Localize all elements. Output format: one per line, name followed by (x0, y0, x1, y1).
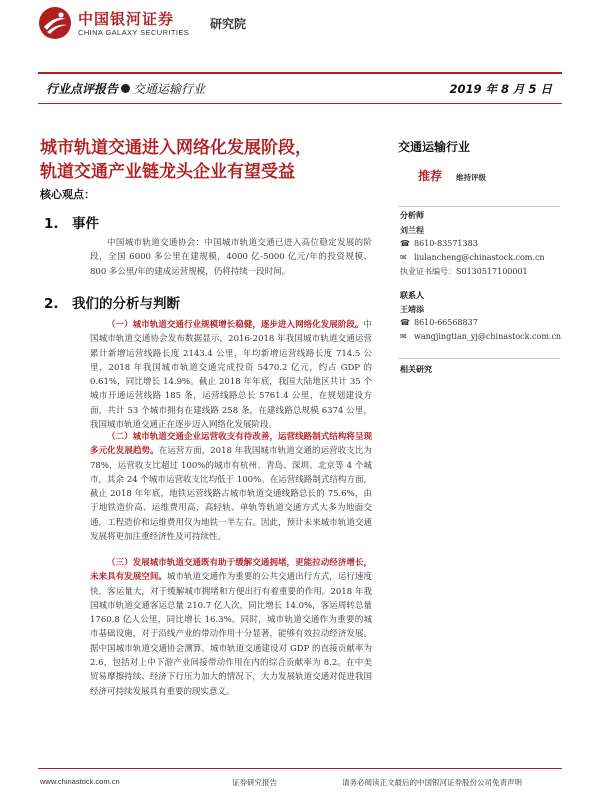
contact-phone-number: 8610-66568837 (414, 318, 478, 327)
report-bar (38, 72, 562, 104)
footer-report-label: 证券研究报告 (232, 778, 277, 787)
paragraph (90, 430, 372, 544)
paragraph-highlight: （一）城市轨道交通行业规模增长稳健，逐步进入网络化发展阶段。 (107, 320, 364, 330)
paragraph-text: 城市轨道交通作为重要的公共交通出行方式，运行速度快，客运量大，对于缓解城市拥堵和方便出行有着重要的作用。2018 年我国城市轨道交通客运总量 210.7 亿人次，同比增长 14.0%，客运周转总量 1760.8 亿人公里，同比增长 16.3%。同时，城市轨道交通作为重要的城市基础设施，对于沿线产业的带动作用十分显著，能够有效拉动经济发展。据中国城市轨道交通协会测算，城市轨道交通建设对 GDP 的直接贡献率为 2.6，包括对上中下游产业间接带动作用在内的综合贡献率为 8.2。在中美贸易摩擦持续、经济下行压力加大的情况下，大力发展轨道交通对促进我国经济可持续发展具有重要的现实意义。 (90, 572, 372, 697)
galaxy-logo-icon (38, 6, 72, 40)
section-title: 我们的分析与判断 (72, 296, 180, 312)
brand-logo (38, 6, 247, 40)
email-icon: ✉ (400, 253, 407, 262)
rating-note: 维持评级 (456, 173, 487, 182)
report-type-label: 行业点评报告 (46, 82, 119, 96)
contact-email-address[interactable]: wangjingtian_yj@chinastock.com.cn (414, 332, 562, 341)
title-line-1: 城市轨道交通进入网络化发展阶段， (40, 138, 312, 158)
report-industry: 交通运输行业 (133, 82, 206, 96)
analyst-name: 刘兰程 (400, 226, 424, 235)
bullet-icon (121, 84, 130, 93)
paragraph (90, 556, 372, 699)
paragraph-highlight: （三）发展城市轨道交通既有助于缓解交通拥堵，更能拉动经济增长，未来具有发展空间。 (90, 558, 372, 583)
analyst-email-address[interactable]: liulancheng@chinastock.com.cn (414, 253, 545, 262)
related-research-label: 相关研究 (400, 365, 432, 374)
section-title: 事件 (72, 216, 99, 232)
paragraph-text: 中国城市轨道交通协会：中国城市轨道交通已进入高位稳定发展的阶段，全国 6000 多公里在建规模，4000 亿-5000 亿元/年的投资规模、800 多公里/年的建成运营规模，仍将持续一段时间。 (90, 238, 372, 277)
report-title (40, 136, 380, 184)
contact-email[interactable] (400, 332, 561, 341)
contact-phone (400, 318, 478, 327)
analyst-license: 执业证书编号：S0130517100001 (400, 267, 528, 276)
core-label: 核心观点： (40, 188, 95, 201)
paragraph (90, 236, 372, 279)
brand-institute: 研究院 (210, 17, 247, 31)
brand-name-en: CHINA GALAXY SECURITIES (78, 28, 190, 37)
analyst-phone-number: 8610-83571383 (414, 239, 478, 248)
section-heading-event (44, 212, 99, 232)
brand-name-cn: 中国银河证券 (78, 10, 175, 28)
contact-label: 联系人 (400, 291, 424, 300)
title-line-2: 轨道交通产业链龙头企业有望受益 (40, 162, 295, 182)
footer-disclaimer: 请务必阅读正文最后的中国银河证券股份公司免责声明 (342, 778, 522, 787)
contact-name: 王靖添 (400, 305, 424, 314)
report-date: 2019 年 8 月 5 日 (449, 81, 552, 96)
phone-icon: ☎ (400, 239, 410, 248)
section-number: 2. (44, 296, 59, 312)
sidebar-industry: 交通运输行业 (398, 140, 471, 154)
footer-divider (38, 768, 562, 769)
sidebar-rating (418, 165, 486, 184)
report-type (46, 80, 205, 97)
paragraph-text: 中国城市轨道交通协会发布数据显示，2016-2018 年我国城市轨道交通运营累计新增运营线路长度 2143.4 公里，年均新增运营线路长度 714.5 公里，2018 年我国城市轨道交通完成投资 5470.2 亿元，约占 GDP 的 0.61%，同比增长 14.9%。截止 2018 年年底，我国大陆地区共计 35 个城市开通运营线路 185 条，运营线路总长 5761.4 公里，在规划建设方面，共计 53 个城市拥有在建线路 258 条，在建线路总规模 6374 公里，我国城市轨道交通正在逐步迈入网络化发展阶段。 (90, 320, 372, 431)
sidebar-divider (398, 358, 560, 359)
phone-icon: ☎ (400, 318, 410, 327)
sidebar-divider (398, 206, 560, 207)
section-heading-analysis (44, 292, 180, 312)
email-icon: ✉ (400, 332, 407, 341)
analyst-label: 分析师 (400, 211, 424, 220)
paragraph-text: 在运营方面，2018 年我国城市轨道交通的运营收支比为 78%，运营收支比超过 100%的城市有杭州、青岛、深圳、北京等 4 个城市，其余 24 个城市运营收支比均低于 100%。在运营线路制式结构方面，截止 2018 年年底，地铁运营线路占城市轨道交通线路总长的 75.6%，由于地铁造价高、运维费用高，高轻轨、单轨等轨道交通方式大多为地面交通，工程造价和运维费用仅为地铁一半左右。因此，预计未来城市轨道交通发展将更加注重经济性及可持续性。 (90, 446, 372, 543)
section-number: 1. (44, 216, 59, 232)
analyst-email[interactable] (400, 253, 545, 262)
paragraph (90, 318, 372, 432)
rating-value: 推荐 (418, 169, 443, 183)
paragraph-highlight: （二）城市轨道交通企业运营收支有待改善，运营线路制式结构将呈现多元化发展趋势。 (90, 432, 372, 457)
footer-url[interactable]: www.chinastock.com.cn (40, 777, 120, 786)
analyst-phone (400, 239, 478, 248)
